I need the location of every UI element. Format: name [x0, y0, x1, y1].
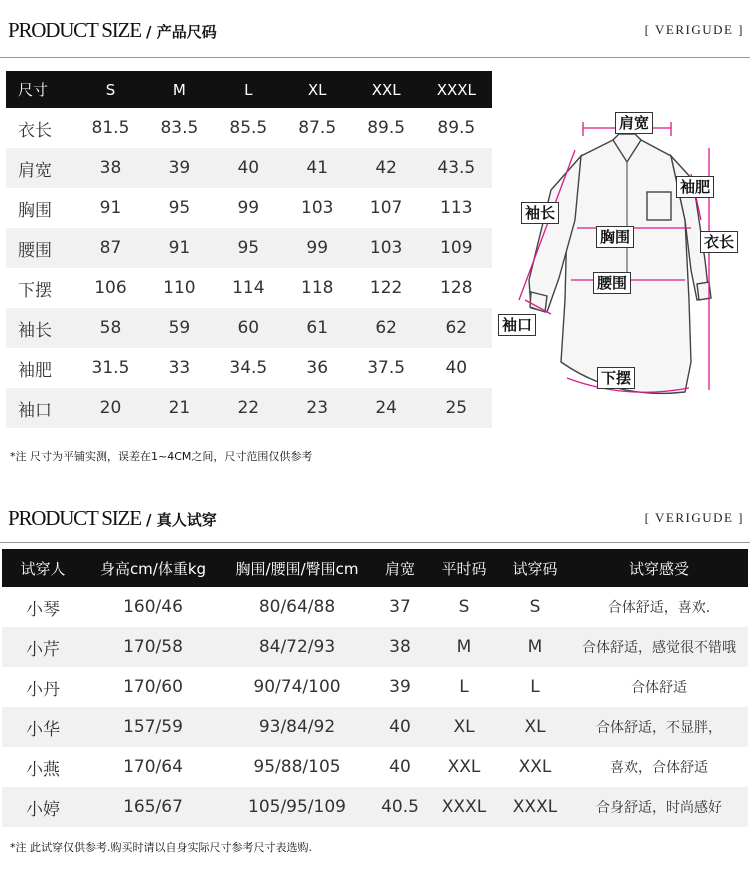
try-on-row [2, 787, 748, 827]
size-row [6, 228, 492, 268]
try-on-row-cell: M [500, 627, 570, 667]
section-header-product-size [0, 12, 750, 48]
size-row-cell: 62 [352, 308, 421, 348]
try-on-row-cell: L [530, 677, 540, 697]
size-row-cell: 24 [352, 388, 421, 428]
diagram-label-length: 衣长 [700, 231, 738, 253]
try-on-note: *注 此试穿仅供参考.购买时请以自身实际尺寸参考尺寸表选购. [10, 841, 312, 854]
size-row-cell: 40 [214, 148, 283, 188]
size-row-cell: 肩宽 [6, 148, 76, 188]
size-row-cell: 103 [352, 228, 421, 268]
brand-tag: [ VERIGUDE ] [644, 22, 744, 37]
try-on-row-cell: 90/74/100 [253, 677, 341, 697]
try-on-row-cell: 157/59 [84, 707, 222, 747]
size-row-cell: 99 [283, 228, 352, 268]
size-header-cell: S [76, 71, 145, 108]
try-on-header-cell: 平时码 [428, 549, 500, 587]
section-title: PRODUCT SIZE / 真人试穿 [8, 506, 217, 530]
size-row [6, 108, 492, 148]
brand-tag: [ VERIGUDE ] [644, 510, 744, 525]
size-row-cell: 下摆 [18, 280, 52, 301]
try-on-row-cell: S [529, 597, 541, 617]
try-on-row-cell: 小燕 [26, 759, 60, 780]
try-on-row [2, 627, 748, 667]
divider [0, 57, 750, 58]
try-on-row-cell: XXL [447, 757, 481, 777]
size-table-body [6, 108, 492, 428]
size-row-cell: 38 [76, 148, 145, 188]
try-on-row-cell: 合体舒适，喜欢. [607, 600, 711, 616]
try-on-row-cell: 喜欢，合体舒适 [610, 760, 708, 776]
size-row-cell: 20 [76, 388, 145, 428]
try-on-row-cell: 合身舒适，时尚感好 [570, 787, 748, 827]
size-row [6, 388, 492, 428]
size-table-header-row [6, 71, 492, 108]
try-on-row-cell: 165/67 [84, 787, 222, 827]
try-on-row-cell: 小琴 [26, 599, 60, 620]
try-on-row-cell: 合体舒适，不显胖， [570, 707, 748, 747]
size-row-cell: 107 [369, 198, 403, 218]
size-row-cell: 85.5 [229, 118, 268, 138]
size-row-cell: 87 [76, 228, 145, 268]
try-on-row-cell: XL [500, 707, 570, 747]
size-row-cell: 118 [301, 278, 334, 298]
size-row-cell: 21 [145, 388, 214, 428]
size-row-cell: 89.5 [437, 118, 476, 138]
try-on-row-cell: 170/64 [123, 757, 183, 777]
try-on-row [2, 707, 748, 747]
try-on-row-cell: 38 [372, 627, 428, 667]
size-row-cell: 袖肥 [18, 360, 52, 381]
size-header-cell: 尺寸 [6, 71, 76, 108]
try-on-row-cell: XL [428, 707, 500, 747]
size-row-cell: 89.5 [367, 118, 406, 138]
try-on-header-row [2, 549, 748, 587]
try-on-header-cell: 肩宽 [372, 549, 428, 587]
size-row-cell: 40 [445, 358, 468, 378]
size-row-cell: 114 [232, 278, 265, 298]
try-on-row-cell: 合体舒适 [631, 680, 687, 696]
size-row-cell: 99 [237, 198, 260, 218]
try-on-row-cell: 37 [389, 597, 411, 617]
size-row-cell: 95 [168, 198, 191, 218]
size-note: *注 尺寸为平铺实测，误差在1~4CM之间，尺寸范围仅供参考 [10, 450, 313, 463]
size-row-cell: 33 [168, 358, 191, 378]
size-row-cell: 43.5 [421, 148, 492, 188]
size-row-cell: 113 [440, 198, 473, 218]
try-on-row-cell: 84/72/93 [222, 627, 372, 667]
try-on-header-cell: 试穿人 [2, 549, 84, 587]
size-row [6, 148, 492, 188]
size-row-cell: 袖口 [6, 388, 76, 428]
try-on-row-cell: 160/46 [123, 597, 183, 617]
try-on-table-body [2, 587, 748, 827]
size-header-cell: XXL [352, 71, 421, 108]
size-row-cell: 41 [283, 148, 352, 188]
size-row-cell: 110 [163, 278, 196, 298]
try-on-row-cell: 40 [389, 757, 411, 777]
size-header-cell: M [145, 71, 214, 108]
try-on-row [2, 587, 748, 627]
try-on-row-cell: S [458, 597, 470, 617]
diagram-label-shoulder: 肩宽 [615, 112, 653, 134]
size-row-cell: 34.5 [229, 358, 268, 378]
diagram-label-sleeve-length: 袖长 [521, 202, 559, 224]
try-on-row-cell: 170/58 [84, 627, 222, 667]
try-on-row-cell: 95/88/105 [253, 757, 341, 777]
try-on-table [2, 549, 748, 827]
try-on-row-cell: 40 [372, 707, 428, 747]
size-row-cell: 23 [283, 388, 352, 428]
size-row-cell: 31.5 [91, 358, 130, 378]
size-row [6, 268, 492, 308]
try-on-row-cell: 合体舒适，感觉很不错哦 [570, 627, 748, 667]
try-on-header-cell: 胸围/腰围/臀围cm [222, 549, 372, 587]
try-on-row-cell: 小婷 [2, 787, 84, 827]
try-on-row [2, 667, 748, 707]
try-on-row-cell: XXL [518, 757, 552, 777]
diagram-label-hem: 下摆 [597, 367, 635, 389]
size-row-cell: 62 [421, 308, 492, 348]
try-on-row-cell: 170/60 [123, 677, 183, 697]
size-row-cell: 42 [352, 148, 421, 188]
try-on-row [2, 747, 748, 787]
try-on-row-cell: 80/64/88 [258, 597, 336, 617]
try-on-row-cell: 93/84/92 [222, 707, 372, 747]
size-row-cell: 39 [145, 148, 214, 188]
size-row-cell: 81.5 [91, 118, 130, 138]
try-on-row-cell: 小华 [2, 707, 84, 747]
try-on-row-cell: 105/95/109 [222, 787, 372, 827]
size-row-cell: 91 [99, 198, 122, 218]
size-row-cell: 袖长 [6, 308, 76, 348]
size-row [6, 188, 492, 228]
size-row-cell: 58 [76, 308, 145, 348]
size-row-cell: 109 [421, 228, 492, 268]
try-on-row-cell: L [459, 677, 469, 697]
try-on-row-cell: XXXL [500, 787, 570, 827]
size-row-cell: 衣长 [18, 120, 52, 141]
size-row [6, 348, 492, 388]
divider [0, 542, 750, 543]
size-header-cell: XXXL [421, 71, 492, 108]
size-row-cell: 59 [145, 308, 214, 348]
size-row-cell: 腰围 [6, 228, 76, 268]
section-title: PRODUCT SIZE / 产品尺码 [8, 18, 217, 42]
try-on-header-cell: 身高cm/体重kg [84, 549, 222, 587]
diagram-label-waist: 腰围 [593, 272, 631, 294]
size-row-cell: 25 [421, 388, 492, 428]
size-table [6, 71, 492, 428]
size-row-cell: 60 [214, 308, 283, 348]
try-on-header-cell: 试穿感受 [570, 549, 748, 587]
diagram-label-chest: 胸围 [596, 226, 634, 248]
section-header-try-on [0, 500, 750, 536]
size-header-cell: L [214, 71, 283, 108]
try-on-header-cell: 试穿码 [500, 549, 570, 587]
size-row-cell: 106 [94, 278, 127, 298]
size-row-cell: 37.5 [367, 358, 406, 378]
size-row-cell: 103 [301, 198, 334, 218]
try-on-row-cell: 小芹 [2, 627, 84, 667]
try-on-row-cell: XXXL [428, 787, 500, 827]
size-row-cell: 128 [440, 278, 473, 298]
diagram-label-sleeve-width: 袖肥 [676, 176, 714, 198]
size-row-cell: 87.5 [298, 118, 337, 138]
size-header-cell: XL [283, 71, 352, 108]
size-row-cell: 22 [214, 388, 283, 428]
try-on-row-cell: 40.5 [372, 787, 428, 827]
garment-diagram [495, 100, 747, 405]
size-row-cell: 95 [214, 228, 283, 268]
try-on-row-cell: M [428, 627, 500, 667]
diagram-label-cuff: 袖口 [498, 314, 536, 336]
try-on-row-cell: 小丹 [26, 679, 60, 700]
size-row-cell: 122 [369, 278, 403, 298]
size-row-cell: 61 [283, 308, 352, 348]
size-row-cell: 91 [145, 228, 214, 268]
size-row-cell: 胸围 [18, 200, 52, 221]
size-row-cell: 83.5 [160, 118, 199, 138]
size-row-cell: 36 [306, 358, 329, 378]
try-on-row-cell: 39 [389, 677, 411, 697]
size-row [6, 308, 492, 348]
